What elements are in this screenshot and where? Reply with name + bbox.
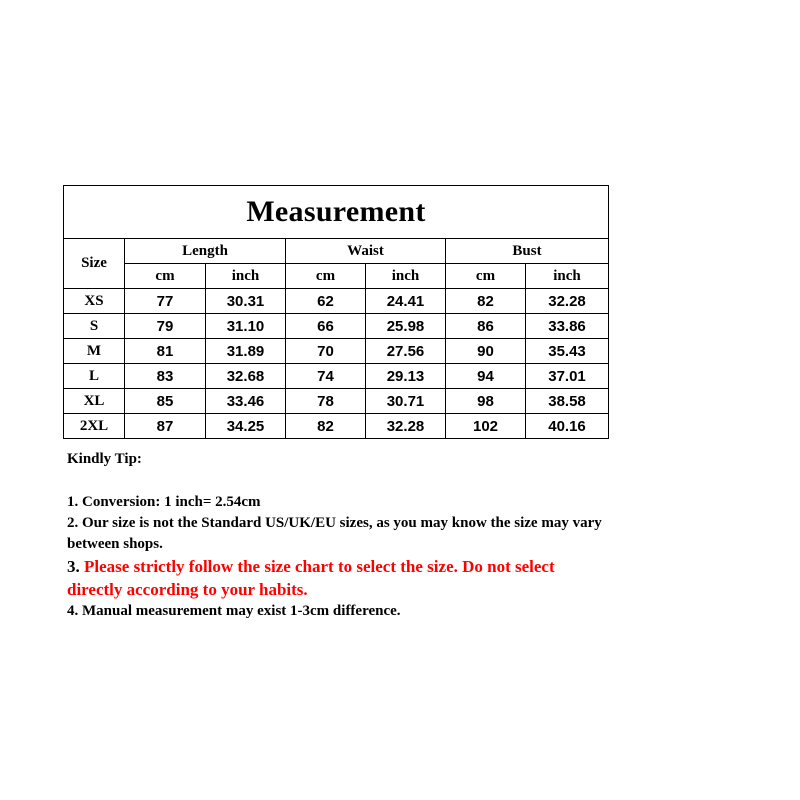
group-header-row xyxy=(64,239,609,264)
measurement-cell: 98 xyxy=(446,389,526,414)
size-cell: XS xyxy=(64,289,125,314)
measurement-cell: 31.89 xyxy=(206,339,286,364)
bust-group-header: Bust xyxy=(446,239,609,264)
measurement-cell: 85 xyxy=(125,389,206,414)
size-cell: 2XL xyxy=(64,414,125,439)
size-chart-table xyxy=(63,185,609,439)
kindly-tip-heading: Kindly Tip: xyxy=(67,451,142,467)
measurement-cell: 82 xyxy=(446,289,526,314)
measurement-cell: 77 xyxy=(125,289,206,314)
table-row xyxy=(64,314,609,339)
measurement-cell: 27.56 xyxy=(366,339,446,364)
size-cell: S xyxy=(64,314,125,339)
measurement-cell: 30.71 xyxy=(366,389,446,414)
size-cell: L xyxy=(64,364,125,389)
note-measurement-difference: 4. Manual measurement may exist 1-3cm difference. xyxy=(67,603,401,619)
length-group-header: Length xyxy=(125,239,286,264)
measurement-cell: 90 xyxy=(446,339,526,364)
waist-inch-header: inch xyxy=(366,264,446,289)
measurement-cell: 83 xyxy=(125,364,206,389)
table-row xyxy=(64,364,609,389)
warning-text: Please strictly follow the size chart to select the size. Do not select directly according to your habits. xyxy=(67,557,555,599)
waist-cm-header: cm xyxy=(286,264,366,289)
measurement-cell: 66 xyxy=(286,314,366,339)
notes-section xyxy=(67,449,607,622)
length-inch-header: inch xyxy=(206,264,286,289)
measurement-cell: 74 xyxy=(286,364,366,389)
measurement-cell: 25.98 xyxy=(366,314,446,339)
measurement-cell: 87 xyxy=(125,414,206,439)
measurement-cell: 94 xyxy=(446,364,526,389)
waist-group-header: Waist xyxy=(286,239,446,264)
measurement-cell: 33.86 xyxy=(526,314,609,339)
measurement-cell: 34.25 xyxy=(206,414,286,439)
measurement-cell: 37.01 xyxy=(526,364,609,389)
size-column-header: Size xyxy=(64,239,125,289)
note-size-chart-warning xyxy=(67,555,607,601)
measurement-cell: 38.58 xyxy=(526,389,609,414)
measurement-cell: 70 xyxy=(286,339,366,364)
table-title: Measurement xyxy=(64,186,609,239)
note-conversion: 1. Conversion: 1 inch= 2.54cm xyxy=(67,494,261,510)
bust-inch-header: inch xyxy=(526,264,609,289)
measurement-cell: 78 xyxy=(286,389,366,414)
measurement-cell: 31.10 xyxy=(206,314,286,339)
measurement-cell: 33.46 xyxy=(206,389,286,414)
measurement-cell: 79 xyxy=(125,314,206,339)
size-cell: M xyxy=(64,339,125,364)
bust-cm-header: cm xyxy=(446,264,526,289)
table-row xyxy=(64,339,609,364)
measurement-cell: 81 xyxy=(125,339,206,364)
title-row xyxy=(64,186,609,239)
measurement-cell: 32.28 xyxy=(366,414,446,439)
measurement-cell: 29.13 xyxy=(366,364,446,389)
measurement-cell: 40.16 xyxy=(526,414,609,439)
table-row xyxy=(64,389,609,414)
note-standard-sizes: 2. Our size is not the Standard US/UK/EU sizes, as you may know the size may vary between shops. xyxy=(67,515,602,552)
size-cell: XL xyxy=(64,389,125,414)
measurement-cell: 62 xyxy=(286,289,366,314)
measurement-cell: 82 xyxy=(286,414,366,439)
length-cm-header: cm xyxy=(125,264,206,289)
unit-header-row xyxy=(64,264,609,289)
note-number: 3. xyxy=(67,557,84,576)
measurement-cell: 32.28 xyxy=(526,289,609,314)
measurement-cell: 102 xyxy=(446,414,526,439)
measurement-cell: 35.43 xyxy=(526,339,609,364)
measurement-cell: 30.31 xyxy=(206,289,286,314)
table-row xyxy=(64,289,609,314)
measurement-cell: 86 xyxy=(446,314,526,339)
table-row xyxy=(64,414,609,439)
measurement-cell: 32.68 xyxy=(206,364,286,389)
measurement-cell: 24.41 xyxy=(366,289,446,314)
